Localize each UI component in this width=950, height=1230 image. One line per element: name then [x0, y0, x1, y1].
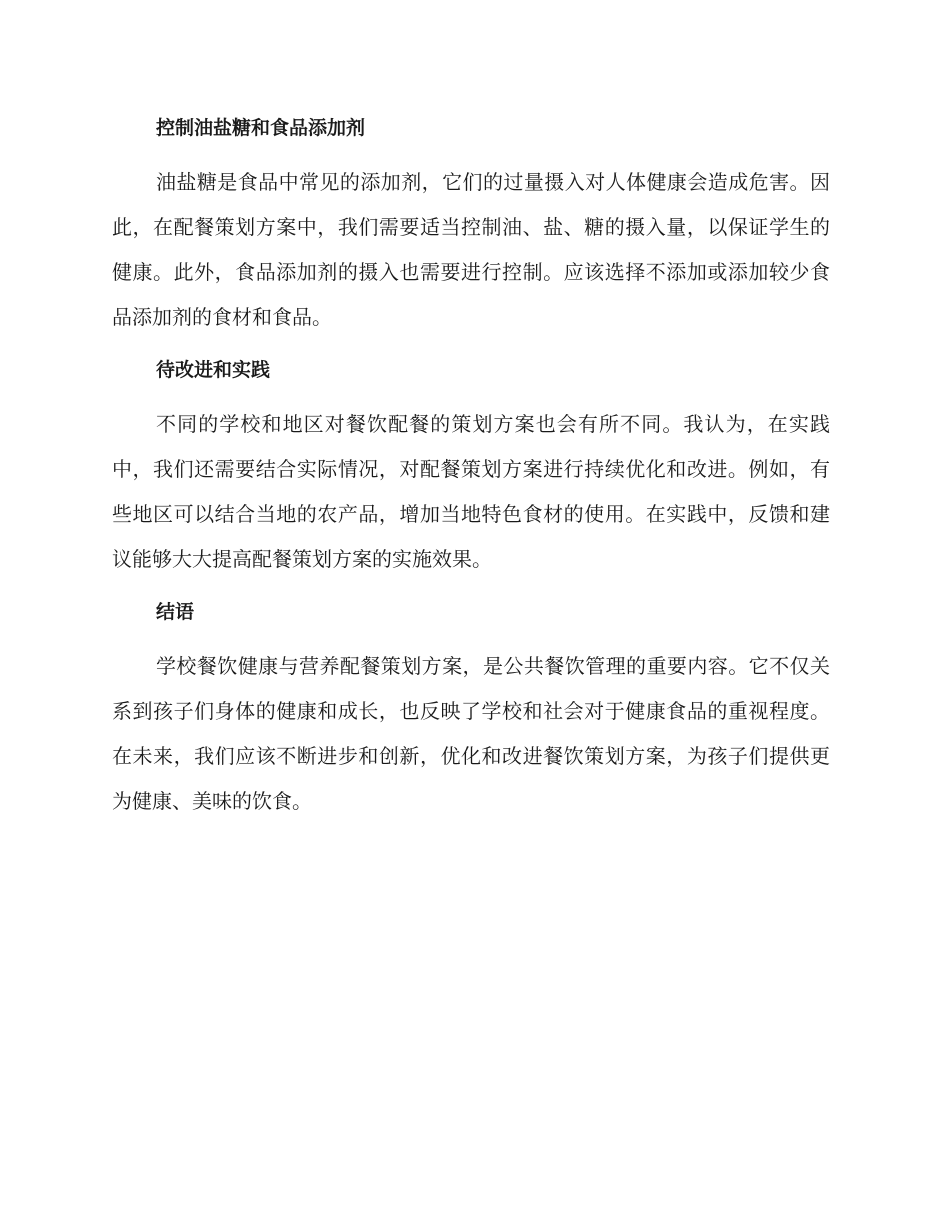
section-conclusion	[112, 596, 830, 824]
section-improvement-practice	[112, 354, 830, 582]
section-heading: 控制油盐糖和食品添加剂	[156, 117, 366, 139]
section-oil-salt-sugar	[112, 112, 830, 340]
document-page	[112, 112, 830, 838]
section-paragraph: 不同的学校和地区对餐饮配餐的策划方案也会有所不同。我认为，在实践中，我们还需要结合实际情况，对配餐策划方案进行持续优化和改进。例如，有些地区可以结合当地的农产品，增加当地特色食材的使用。在实践中，反馈和建议能够大大提高配餐策划方案的实施效果。	[112, 412, 830, 571]
section-heading: 结语	[156, 601, 195, 623]
section-heading: 待改进和实践	[156, 359, 271, 381]
section-paragraph: 学校餐饮健康与营养配餐策划方案，是公共餐饮管理的重要内容。它不仅关系到孩子们身体的健康和成长，也反映了学校和社会对于健康食品的重视程度。在未来，我们应该不断进步和创新，优化和改进餐饮策划方案，为孩子们提供更为健康、美味的饮食。	[112, 654, 830, 813]
section-paragraph: 油盐糖是食品中常见的添加剂，它们的过量摄入对人体健康会造成危害。因此，在配餐策划方案中，我们需要适当控制油、盐、糖的摄入量，以保证学生的健康。此外，食品添加剂的摄入也需要进行控制。应该选择不添加或添加较少食品添加剂的食材和食品。	[112, 170, 830, 329]
